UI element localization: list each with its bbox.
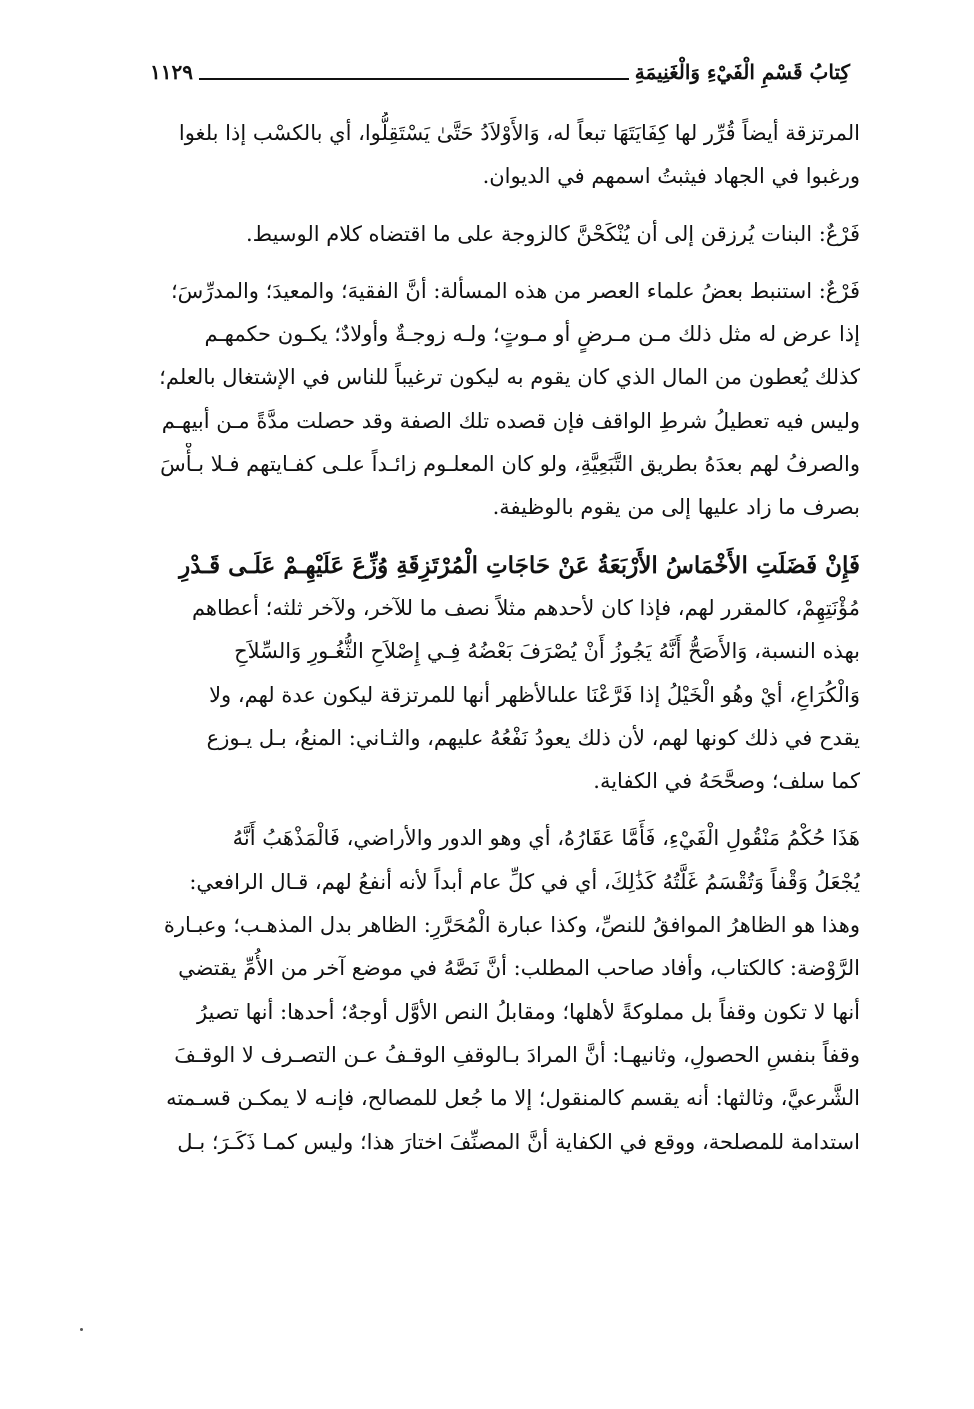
text-line: وقفاً بنفسِ الحصولِ، وثانيهـا: أنَّ المرادَ بـالوقفِ الوقـفُ عـن التصـرف لا الوقـفَ	[174, 1042, 860, 1067]
paragraph-4	[140, 544, 860, 804]
text-line: هَذَا حُكْمُ مَنْقُولِ الْفَيْءِ، فَأَمَّا عَقَارُهُ، أي وهو الدور والأراضي، فَالْمَذْهَبُ أَنَّهُ	[232, 826, 860, 851]
text-line: أنها لا تكون وقفاً بل مملوكةً لأهلها؛ ومقابلُ النص الأوَّل أوجهٌ؛ أحدها: أنها تصيرُ	[196, 999, 860, 1024]
paragraph-gap	[140, 803, 860, 817]
text-line: يُجْعَلُ وَقْفاً وَتُقْسَمُ غَلَّتُهُ كَذَٰلِكَ، أي في كلِّ عام أبداً لأنه أنفعُ لهم، قـال الرافعي:	[189, 869, 860, 894]
scan-speck	[80, 1328, 83, 1331]
text-line: كذلك يُعطون من المال الذي كان يقوم به ليكون ترغيباً للناس في الإشتغال بالعلم؛	[159, 365, 860, 390]
text-line: وهذا هو الظاهرُ الموافقُ للنصِّ، وكذا عبارة الْمُحَرَّرِ: الظاهر بدل المذهـب؛ وعبـارة	[163, 913, 860, 938]
text-line: بهذه النسبة، وَالأَصَحُّ أَنَّهُ يَجُوزُ أَنْ يُصْرَفَ بَعْضُهُ فِـي إِصْلاَحِ الثُّغُـورِ وَالسِّلاَحِ	[234, 639, 860, 664]
text-line: كما سلف؛ وصحَّحَهُ في الكفاية.	[593, 769, 860, 794]
text-line: المرتزقة أيضاً قُرِّر لها كِفَايَتَهَا تبعاً له، وَالأَوْلاَدُ حَتَّىٰ يَسْتَقِلُّوا، أي بالكسْب إذا بلغوا	[178, 121, 860, 145]
paragraph-2	[140, 213, 860, 256]
text-line: استدامة للمصلحة، ووقع في الكفاية أنَّ المصنِّفَ اختارَ هذا؛ وليس كمـا ذَكَـرَ؛ بـل	[177, 1129, 860, 1154]
paragraph-3	[140, 270, 860, 530]
paragraph-gap	[140, 256, 860, 270]
text-line: فَرْعٌ: البنات يُرزقن إلى أن يُنْكَحْنَّ كالزوجة على ما اقتضاه كلام الوسيط.	[245, 221, 860, 246]
text-line: وليس فيه تعطيلُ شرطِ الواقف فإن قصده تلك الصفة وقد حصلت مدَّةً مـن أبيهـم	[161, 408, 860, 433]
text-line: ورغبوا في الجهاد فيثبتُ اسمهم في الديوان.	[482, 164, 860, 189]
paragraph-gap	[140, 530, 860, 544]
running-header	[150, 50, 850, 86]
header-rule	[199, 78, 629, 80]
paragraph-gap	[140, 199, 860, 213]
text-line: يقدح في ذلك كونها لهم، لأن ذلك يعودُ نَفْعُهُ عليهم، والثـاني: المنعُ، بـل يـوزع	[206, 725, 860, 750]
text-line: والصرفُ لهم بعدَهُ بطريق التَّبَعِيَّةِ، ولو كان المعلـوم زائـداً علـى كفـايتهم فـلا بـأْسَ	[160, 452, 860, 477]
text-line: الرَّوْضة: كالكتاب، وأفاد صاحب المطلب: أنَّ نَصَّهُ في موضع آخر من الأُمِّ يقتضي	[178, 956, 860, 981]
page-body	[140, 112, 860, 1164]
page-number: ١١٢٩	[150, 60, 193, 84]
text-line: إذا عرض له مثل ذلك مـن مـرضٍ أو مـوتٍ؛ ولـه زوجـةٌ وأولادٌ؛ يكـون حكمهـم	[204, 322, 860, 347]
text-line: مُؤْنَتِهِمْ، كالمقرر لهم، فإذا كان لأحدهم مثلاً نصف ما للآخر، ولآخر ثلثه؛ أعطاهم	[191, 595, 860, 620]
text-line: فَإِنْ فَضَلَتِ الأَخْمَاسُ الأَرْبَعَةُ عَنْ حَاجَاتِ الْمُرْتَزِقَةِ وُزِّعَ عَلَيْهِـمْ عَلَـى قَـدْرِ	[179, 551, 860, 579]
book-title: كِتابُ قَسْمِ الْفَيْءِ وَالْغَنِيمَةِ	[634, 60, 850, 84]
text-line: وَالْكُرَاعِ، أيْ وهُو الْخَيْلُ إذا فَرَّعْنَا علىالأظهر أنها للمرتزقة ليكون عدة لهم، ولا	[209, 682, 860, 707]
paragraph-1	[140, 112, 860, 199]
paragraph-5	[140, 817, 860, 1163]
text-line: فَرْعٌ: استنبط بعضُ علماء العصر من هذه المسألة: أنَّ الفقيهَ؛ والمعيدَ؛ والمدرِّسَ؛	[170, 278, 860, 303]
text-line: الشَّرعيَّ، وثالثها: أنه يقسم كالمنقول؛ إلا ما جُعل للمصالح، فإنـه لا يمكـن قسـمته	[166, 1086, 860, 1111]
text-line: بصرف ما زاد عليها إلى من يقوم بالوظيفة.	[492, 495, 860, 520]
